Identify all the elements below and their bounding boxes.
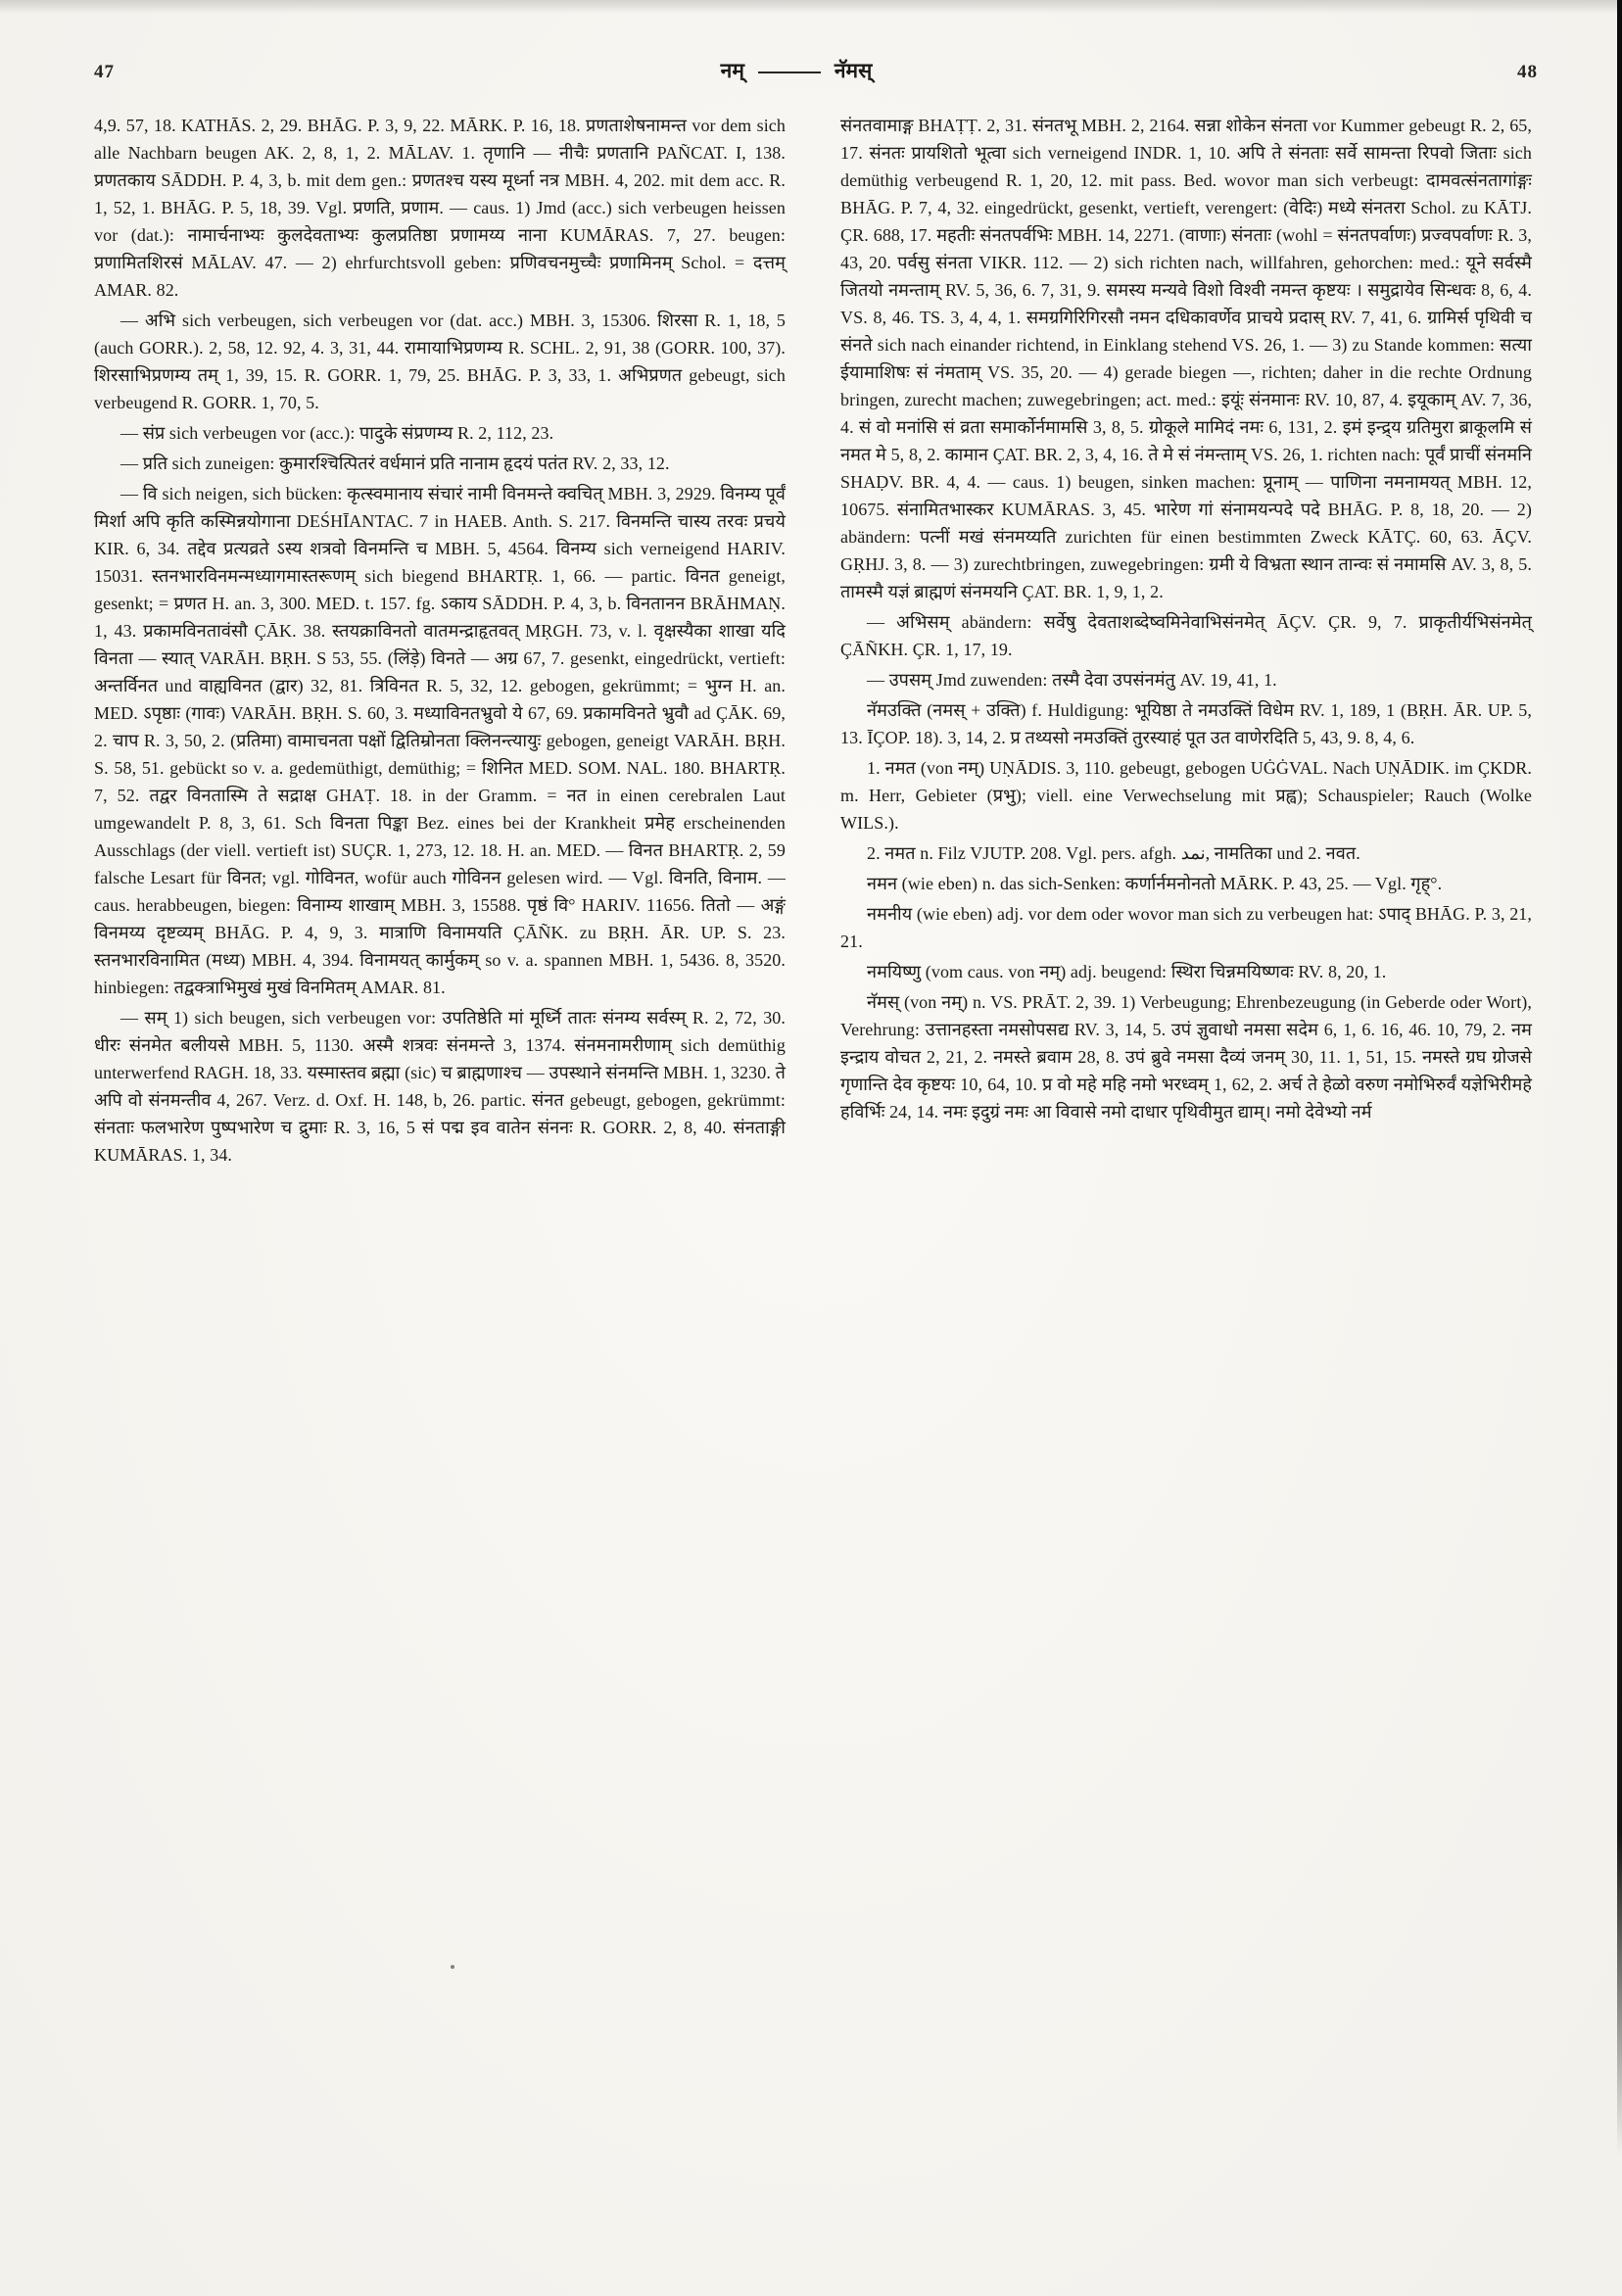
- dictionary-paragraph: नमनीय (wie eben) adj. vor dem oder wovor man sich zu verbeugen hat: ऽपाद् BHĀG. P. 3, 21, 21.: [840, 904, 1532, 951]
- scan-edge-artifact: [1617, 0, 1622, 2155]
- running-head-rule: [758, 72, 821, 73]
- two-column-text-area: [94, 112, 1538, 1953]
- right-column: [840, 112, 1532, 1953]
- dictionary-paragraph: — अभिसम् abändern: सर्वेषु देवताशब्देष्वमिनेवाभिसंनमेत् ĀÇV. ÇR. 9, 7. प्राकृतीर्यभिसंनमेत् ÇĀÑKH. ÇR. 1, 17, 19.: [840, 612, 1532, 659]
- dictionary-paragraph: — प्रति sich zuneigen: कुमारश्चित्पितरं वर्धमानं प्रति नानाम हृदयं पतंत RV. 2, 33, 12.: [120, 454, 670, 473]
- dictionary-paragraph: — संप्र sich verbeugen vor (acc.): पादुके संप्रणम्य R. 2, 112, 23.: [120, 423, 554, 443]
- running-head: [721, 57, 873, 84]
- page-number-right: 48: [1516, 62, 1538, 82]
- scan-speck-artifact: [451, 1965, 454, 1969]
- dictionary-paragraph: संनतवामाङ्ग BHAṬṬ. 2, 31. संनतभू MBH. 2, 2164. सन्ना शोकेन संनता vor Kummer gebeugt R. 2, 65, 17. संनतः प्रायशितो भूत्वा sich verneigend INDR. 1, 10. अपि ते संनताः सर्वे सामन्ता रिपवो जिताः sich demüthig verbeugend R. 1, 20, 12. mit pass. Bed. wovor man sich verbeugt: दामवत्संनतागांङ्गः BHĀG. P. 7, 4, 32. eingedrückt, gesenkt, vertieft, verengert: (वेदिः) मध्ये संनतरा Schol. zu KĀTJ. ÇR. 688, 17. महतीः संनतपर्वभिः MBH. 14, 2271. (वाणाः) संनताः (wohl = संनतपर्वाणः) प्रज्वपर्वाणः R. 3, 43, 20. पर्वसु संनता VIKR. 112. — 2) sich richten nach, willfahren, gehorchen: med.: यूने सर्वस्मै जितयो नमन्ताम् RV. 5, 36, 6. 7, 31, 9. समस्य मन्यवे विशो विश्वी नमन्त कृष्टयः । समुद्रायेव सिन्धवः 8, 6, 4. VS. 8, 46. TS. 3, 4, 4, 1. समग्रगिरिगिरसौ नमन दधिकावर्णेव प्राचये प्रदास् RV. 7, 41, 6. ग्रामिर्स पृथिवी च संनते sich nach einander richtend, in Einklang stehend VS. 26, 1. — 3) zu Stande kommen: सत्या ईयामाशिषः सं नंमताम् VS. 35, 20. — 4) gerade biegen —, richten; daher in die rechte Ordnung bringen, zurecht machen; zuwegebringen; act. med.: इयूंः संनमानः RV. 10, 87, 4. इयूकाम् AV. 7, 36, 4. सं वो मनांसि सं व्रता समार्कोर्नमामसि 3, 8, 5. ग्रोकूले मामिदं नमः 6, 131, 2. इमं इन्द्र्य ग्रतिमुरा ब्राकूलमि सं नमत मे 5, 8, 2. कामान ÇAT. BR. 2, 3, 4, 16. ते मे सं नंमन्ताम् VS. 26, 1. richten nach: पूर्वं प्राचीं संनमनि SHAḌV. BR. 4, 4. — caus. 1) beugen, sinken machen: प्रूनाम् — पाणिना नमनामयत् MBH. 12, 10675. संनामितभास्कर KUMĀRAS. 3, 45. भारेण गां संनामयन्पदे पदे BHĀG. P. 8, 18, 20. — 2) abändern: पत्नीं मखं संनमय्यति zurichten für einen bestimmten Zweck KĀTÇ. 60, 63. ĀÇV. GṚHJ. 3, 8. — 3) zurechtbringen, zuwegebringen: ग्रमी ये विभ्रता स्थान तान्वः सं नमामसि AV. 3, 8, 5. तामस्मै यज्ञं ब्राह्मणं संनमयनि ÇAT. BR. 1, 9, 1, 2.: [840, 116, 1532, 601]
- running-head-word-right: नॅमस्: [834, 59, 873, 82]
- dictionary-paragraph: 2. नमत n. Filz VJUTP. 208. Vgl. pers. afgh. نمد, नामतिका und 2. नवत.: [867, 843, 1360, 863]
- dictionary-paragraph: 1. नमत (von नम्) UṆĀDIS. 3, 110. gebeugt, gebogen UĠĠVAL. Nach UṆĀDIK. im ÇKDR. m. Herr, Gebieter (प्रभु); viell. eine Verwechselung mit प्रह्व); Schauspieler; Rauch (Wolke WILS.).: [840, 758, 1532, 833]
- dictionary-paragraph: नमन (wie eben) n. das sich-Senken: कर्णार्नमनोनतो MĀRK. P. 43, 25. — Vgl. गृह्°.: [867, 874, 1443, 893]
- dictionary-paragraph: नॅमस् (von नम्) n. VS. PRĀT. 2, 39. 1) Verbeugung; Ehrenbezeugung (in Geberde oder Wort), Verehrung: उत्तानहस्ता नमसोपसद्य RV. 3, 14, 5. उपं ज्ञुवाधो नमसा सदेम 6, 1, 6. 16, 46. 10, 79, 2. नम इन्द्राय वोचत 2, 21, 2. नमस्ते ब्रवाम 28, 8. उपं ब्रुवे नमसा दैव्यं जनम् 30, 11. 1, 51, 15. नमस्ते ग्रघ ग्रोजसे गृणान्ति देव कृष्टयः 10, 64, 10. प्र वो महे महि नमो भरध्वम् 1, 62, 2. अर्च ते हेळो वरुण नमोभिरुर्वं यज्ञेभिरीमहे हविर्भिः 24, 14. नमः इदुग्रं नमः आ विवासे नमो दाधार पृथिवीमुत द्याम्। नमो देवेभ्यो नर्म: [840, 992, 1532, 1122]
- dictionary-paragraph: — वि sich neigen, sich bücken: कृत्स्वमानाय संचारं नामी विनमन्ते क्वचित् MBH. 3, 2929. विनम्य पूर्वं मिर्शा अपि कृति कस्मिन्नयोगाना DEŚHĪANTAC. 7 in HAEB. Anth. S. 217. विनमन्ति चास्य तरवः प्रचये KIR. 6, 34. तद्देव प्रत्यव्रते ऽस्य शत्रवो विनमन्ति च MBH. 5, 4564. विनम्य sich verneigend HARIV. 15031. स्तनभारविनमन्मध्यागमास्तरूणम् sich biegend BHARTṚ. 1, 66. — partic. विनत geneigt, gesenkt; = प्रणत H. an. 3, 300. MED. t. 157. fg. ऽकाय SĀDDH. P. 4, 3, b. विनतानन BRĀHMAṆ. 1, 43. प्रकामविनतावंसौ ÇĀK. 38. स्तयक्राविनतो वातमन्द्राहृतवत् MṚGH. 73, v. l. वृक्षस्यैका शाखा यदि विनता — स्यात् VARĀH. BṚH. S 53, 55. (लिंड़े) विनते — अग्र 67, 7. gesenkt, eingedrückt, vertieft: अन्तर्विनत und वाह्यविनत (द्वार) 32, 81. त्रिविनत R. 5, 32, 12. gebogen, gekrümmt; = भुग्न H. an. MED. ऽपृष्ठाः (गावः) VARĀH. BṚH. S. 60, 3. मध्याविनतभ्रुवो ये 67, 69. प्रकामविनते भ्रुवौ ad ÇĀK. 69, 2. चाप R. 3, 50, 2. (प्रतिमा) वामाचनता पक्षों द्वितिम्रोनता क्लिनन्त्यायुः gebogen, geneigt VARĀH. BṚH. S. 58, 51. gebückt so v. a. gedemüthigt, demüthig; = शिनित MED. SOM. NAL. 180. BHARTṚ. 7, 52. तद्वर विनतास्मि ते सद्राक्ष GHAṬ. 18. in der Gramm. = नत in einen cerebralen Laut umgewandelt P. 8, 3, 61. Sch विनता पिङ्का Bez. eines bei der Krankheit प्रमेह erscheinenden Ausschlags (der viell. vertieft ist) SUÇR. 1, 273, 12. 18. H. an. MED. — विनत BHARTṚ. 2, 59 falsche Lesart für विनत; vgl. गोविनत, wofür auch गोविनन gelesen wird. — Vgl. विनति, विनाम. — caus. herabbeugen, biegen: विनाम्य शाखाम् MBH. 3, 15588. पृष्ठं वि° HARIV. 11656. तितो — अङ्गं विनमय्य दृष्टव्यम् BHĀG. P. 4, 9, 3. मात्राणि विनामयति ÇĀÑK. zu BṚH. ĀR. UP. S. 23. स्तनभारविनामित (मध्य) MBH. 4, 394. विनामयत् कार्मुकम् so v. a. spannen MBH. 1, 5436. 8, 3520. hinbiegen: तद्वक्त्राभिमुखं मुखं विनमितम् AMAR. 81.: [94, 484, 786, 997]
- dictionary-paragraph: नॅमउक्ति (नमस् + उक्ति) f. Huldigung: भूयिष्ठा ते नमउक्तिं विधेम RV. 1, 189, 1 (BṚH. ĀR. UP. 5, 13. ĪÇOP. 18). 3, 14, 2. प्र तथ्यसो नमउक्तिं तुरस्याहं पूत उत वाणेरदिति 5, 43, 9. 8, 4, 6.: [840, 700, 1532, 747]
- left-column: [94, 112, 786, 1953]
- dictionary-paragraph: 4,9. 57, 18. KATHĀS. 2, 29. BHĀG. P. 3, 9, 22. MĀRK. P. 16, 18. प्रणताशेषनामन्त vor dem sich alle Nachbarn beugen AK. 2, 8, 1, 2. MĀLAV. 1. तृणानि — नीचैः प्रणतानि PAÑCAT. I, 138. प्रणतकाय SĀDDH. P. 4, 3, b. mit dem gen.: प्रणतश्च यस्य मूर्ध्ना नत्र MBH. 4, 202. mit dem acc. R. 1, 52, 1. BHĀG. P. 5, 18, 39. Vgl. प्रणति, प्रणाम. — caus. 1) Jmd (acc.) sich verbeugen heissen vor (dat.): नामार्चनाभ्यः कुलदेवताभ्यः कुलप्रतिष्ठा प्रणामय्य नाना KUMĀRAS. 7, 27. beugen: प्रणामितशिरसं MĀLAV. 47. — 2) ehrfurchtsvoll geben: प्रणिवचनमुच्चैः प्रणामिनम् Schol. = दत्तम् AMAR. 82.: [94, 116, 786, 300]
- page-number-left: 47: [94, 62, 115, 82]
- page-header: [94, 57, 1538, 84]
- dictionary-paragraph: — सम् 1) sich beugen, sich verbeugen vor: उपतिष्ठेति मां मूर्ध्नि तातः संनम्य सर्वस्म् R. 2, 72, 30. धीरः संनमेत बलीयसे MBH. 5, 1130. अस्मै शत्रवः संनमन्ते 3, 1374. संनमनामरीणाम् sich demüthig unterwerfend RAGH. 18, 33. यस्मास्तव ब्रह्मा (sic) च ब्राह्मणाश्च — उपस्थाने संनमन्ति MBH. 1, 3230. ते अपि वो संनमन्तीव 4, 267. Verz. d. Oxf. H. 148, b, 26. partic. संनत gebeugt, gebogen, gekrümmt: संनताः फलभारेण पुष्पभारेण च द्रुमाः R. 3, 16, 5 सं पद्म इव वातेन संननः R. GORR. 2, 8, 40. संनताङ्गी KUMĀRAS. 1, 34.: [94, 1008, 786, 1165]
- scan-top-shadow: [0, 0, 1622, 14]
- dictionary-paragraph: — उपसम् Jmd zuwenden: तस्मै देवा उपसंनमंतु AV. 19, 41, 1.: [867, 670, 1277, 690]
- running-head-word-left: नम्: [720, 59, 744, 82]
- dictionary-paragraph: नमयिष्णु (vom caus. von नम्) adj. beugend: स्थिरा चिन्नमयिष्णवः RV. 8, 20, 1.: [867, 962, 1387, 981]
- dictionary-paragraph: — अभि sich verbeugen, sich verbeugen vor (dat. acc.) MBH. 3, 15306. शिरसा R. 1, 18, 5 (auch GORR.). 2, 58, 12. 92, 4. 3, 31, 44. रामायाभिप्रणम्य R. SCHL. 2, 91, 38 (GORR. 100, 37). शिरसाभिप्रणम्य तम् 1, 39, 15. R. GORR. 1, 79, 25. BHĀG. P. 3, 33, 1. अभिप्रणत gebeugt, sich verbeugend R. GORR. 1, 70, 5.: [94, 311, 786, 412]
